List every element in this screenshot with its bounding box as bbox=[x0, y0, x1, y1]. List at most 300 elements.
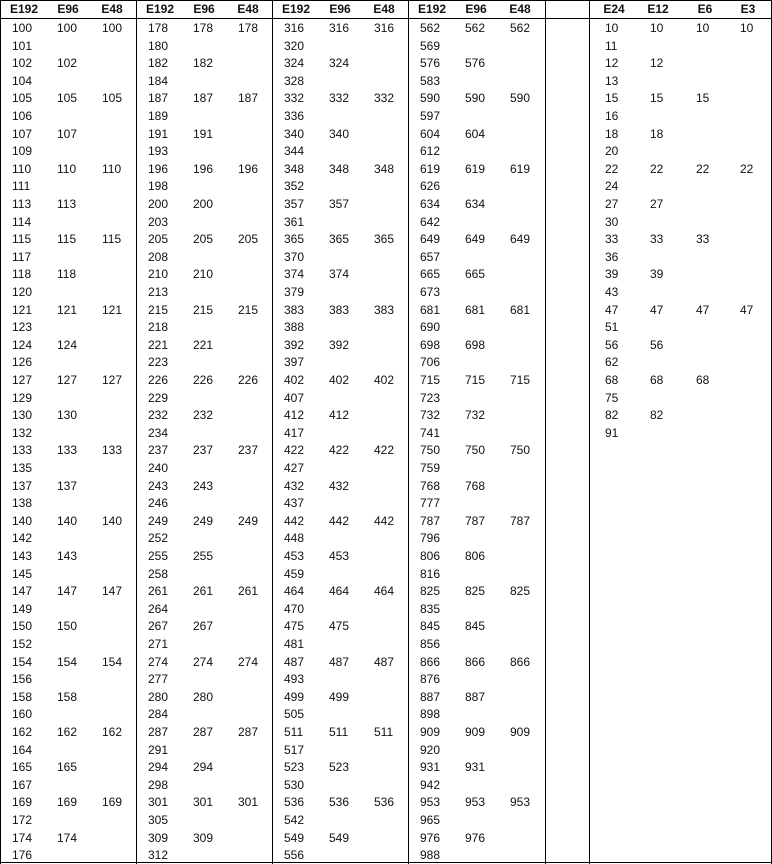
table-cell: 796 bbox=[420, 531, 441, 546]
column-header: E192 bbox=[281, 2, 311, 16]
table-cell: 47 bbox=[696, 302, 710, 317]
table-cell: 226 bbox=[238, 373, 259, 387]
table-cell: 459 bbox=[284, 566, 305, 581]
table-cell: 312 bbox=[148, 848, 169, 863]
table-cell: 91 bbox=[605, 425, 619, 440]
table-cell: 127 bbox=[12, 373, 33, 387]
table-cell: 464 bbox=[374, 584, 395, 599]
table-cell: 182 bbox=[193, 56, 214, 71]
table-cell: 336 bbox=[284, 109, 305, 123]
table-cell: 332 bbox=[374, 91, 395, 106]
table-cell: 562 bbox=[420, 21, 441, 35]
table-cell: 27 bbox=[650, 197, 664, 211]
table-cell: 511 bbox=[374, 725, 394, 739]
table-cell: 39 bbox=[650, 267, 664, 282]
table-cell: 226 bbox=[193, 373, 214, 387]
table-cell: 137 bbox=[12, 478, 33, 493]
table-cell: 845 bbox=[465, 619, 486, 634]
table-cell: 124 bbox=[12, 337, 33, 352]
table-cell: 499 bbox=[329, 689, 350, 704]
table-cell: 147 bbox=[12, 584, 33, 599]
table-cell: 127 bbox=[102, 373, 123, 387]
table-cell: 147 bbox=[57, 584, 78, 599]
table-cell: 597 bbox=[420, 109, 441, 123]
table-cell: 505 bbox=[284, 707, 305, 722]
table-cell: 154 bbox=[12, 654, 33, 669]
table-cell: 530 bbox=[284, 777, 305, 792]
table-cell: 422 bbox=[284, 443, 305, 458]
table-cell: 210 bbox=[193, 267, 214, 282]
table-top-border bbox=[0, 0, 772, 1]
table-cell: 866 bbox=[465, 654, 486, 669]
table-cell: 264 bbox=[148, 601, 169, 616]
column-header: E6 bbox=[697, 2, 713, 16]
table-cell: 715 bbox=[420, 373, 441, 387]
table-cell: 976 bbox=[465, 830, 486, 845]
table-cell: 147 bbox=[102, 584, 123, 599]
table-cell: 442 bbox=[329, 513, 350, 528]
table-cell: 232 bbox=[193, 408, 214, 423]
table-cell: 196 bbox=[238, 161, 259, 176]
table-cell: 681 bbox=[420, 302, 441, 317]
table-cell: 768 bbox=[420, 478, 441, 493]
table-cell: 191 bbox=[148, 126, 169, 141]
table-cell: 698 bbox=[465, 337, 486, 352]
table-cell: 942 bbox=[420, 777, 441, 792]
table-cell: 226 bbox=[148, 373, 169, 387]
table-cell: 517 bbox=[284, 742, 305, 757]
table-cell: 234 bbox=[148, 425, 169, 440]
table-cell: 332 bbox=[284, 91, 305, 106]
table-cell: 114 bbox=[12, 214, 32, 229]
table-cell: 164 bbox=[12, 742, 33, 757]
table-cell: 569 bbox=[420, 38, 441, 53]
table-cell: 62 bbox=[605, 355, 619, 370]
table-cell: 340 bbox=[329, 126, 350, 141]
table-cell: 47 bbox=[605, 302, 619, 317]
table-cell: 104 bbox=[12, 73, 33, 88]
table-cell: 876 bbox=[420, 672, 441, 687]
table-cell: 10 bbox=[696, 21, 710, 35]
table-cell: 149 bbox=[12, 601, 33, 616]
table-cell: 412 bbox=[329, 408, 350, 423]
table-cell: 232 bbox=[148, 408, 169, 423]
table-cell: 909 bbox=[420, 725, 441, 739]
table-cell: 51 bbox=[605, 320, 619, 335]
table-cell: 383 bbox=[374, 302, 395, 317]
table-cell: 487 bbox=[329, 654, 350, 669]
table-cell: 33 bbox=[650, 232, 664, 247]
table-cell: 102 bbox=[57, 56, 78, 71]
table-cell: 107 bbox=[57, 126, 78, 141]
table-cell: 10 bbox=[605, 21, 619, 35]
table-cell: 816 bbox=[420, 566, 441, 581]
table-cell: 825 bbox=[420, 584, 441, 599]
table-cell: 154 bbox=[102, 654, 123, 669]
table-cell: 866 bbox=[510, 654, 531, 669]
table-cell: 12 bbox=[605, 56, 619, 71]
table-cell: 681 bbox=[465, 302, 486, 317]
table-cell: 361 bbox=[284, 214, 305, 229]
table-cell: 158 bbox=[57, 689, 78, 704]
table-cell: 22 bbox=[696, 161, 710, 176]
table-cell: 348 bbox=[374, 161, 395, 176]
table-cell: 750 bbox=[510, 443, 531, 458]
table-cell: 274 bbox=[238, 654, 259, 669]
table-cell: 196 bbox=[193, 161, 214, 176]
table-cell: 105 bbox=[57, 91, 78, 106]
table-cell: 200 bbox=[148, 197, 169, 211]
column-header: E12 bbox=[647, 2, 669, 16]
table-cell: 887 bbox=[420, 689, 441, 704]
table-cell: 374 bbox=[284, 267, 305, 282]
table-cell: 205 bbox=[238, 232, 259, 247]
table-cell: 511 bbox=[329, 725, 349, 739]
table-cell: 316 bbox=[329, 21, 350, 35]
table-cell: 193 bbox=[148, 144, 169, 159]
table-cell: 154 bbox=[57, 654, 78, 669]
table-cell: 909 bbox=[465, 725, 486, 739]
table-cell: 255 bbox=[148, 549, 169, 563]
table-cell: 33 bbox=[696, 232, 710, 247]
table-cell: 475 bbox=[329, 619, 350, 634]
table-cell: 698 bbox=[420, 337, 441, 352]
table-cell: 741 bbox=[420, 425, 441, 440]
column-group-divider bbox=[0, 0, 1, 864]
table-cell: 140 bbox=[57, 513, 78, 528]
table-cell: 590 bbox=[465, 91, 486, 106]
table-cell: 634 bbox=[420, 197, 441, 211]
table-cell: 110 bbox=[12, 161, 32, 176]
table-cell: 172 bbox=[12, 813, 33, 827]
table-cell: 187 bbox=[238, 91, 259, 106]
table-cell: 309 bbox=[193, 830, 214, 845]
table-cell: 47 bbox=[740, 302, 754, 317]
table-cell: 280 bbox=[193, 689, 214, 704]
table-cell: 174 bbox=[12, 830, 33, 845]
table-cell: 590 bbox=[510, 91, 531, 106]
table-cell: 422 bbox=[329, 443, 350, 458]
table-cell: 137 bbox=[57, 478, 78, 493]
table-cell: 690 bbox=[420, 320, 441, 335]
table-cell: 383 bbox=[284, 302, 305, 317]
table-cell: 15 bbox=[696, 91, 710, 106]
table-cell: 953 bbox=[420, 795, 441, 810]
table-cell: 723 bbox=[420, 390, 441, 405]
table-cell: 237 bbox=[193, 443, 214, 458]
table-cell: 365 bbox=[374, 232, 395, 247]
table-cell: 715 bbox=[510, 373, 531, 387]
table-cell: 178 bbox=[193, 21, 214, 35]
table-cell: 407 bbox=[284, 390, 305, 405]
table-cell: 953 bbox=[465, 795, 486, 810]
table-cell: 649 bbox=[465, 232, 486, 247]
table-cell: 243 bbox=[193, 478, 214, 493]
table-cell: 953 bbox=[510, 795, 531, 810]
table-cell: 383 bbox=[329, 302, 350, 317]
table-cell: 417 bbox=[284, 425, 305, 440]
table-cell: 320 bbox=[284, 38, 305, 53]
table-cell: 464 bbox=[329, 584, 350, 599]
table-cell: 187 bbox=[148, 91, 169, 106]
table-cell: 145 bbox=[12, 566, 33, 581]
table-cell: 169 bbox=[12, 795, 33, 810]
table-cell: 123 bbox=[12, 320, 33, 335]
header-divider bbox=[0, 18, 772, 19]
table-cell: 665 bbox=[465, 267, 486, 282]
table-cell: 642 bbox=[420, 214, 441, 229]
table-cell: 481 bbox=[284, 637, 305, 651]
table-cell: 328 bbox=[284, 73, 305, 88]
table-cell: 866 bbox=[420, 654, 441, 669]
table-cell: 787 bbox=[420, 513, 441, 528]
table-cell: 402 bbox=[329, 373, 350, 387]
table-cell: 392 bbox=[329, 337, 350, 352]
table-cell: 11 bbox=[605, 38, 618, 53]
table-cell: 619 bbox=[420, 161, 441, 176]
table-cell: 102 bbox=[12, 56, 33, 71]
table-cell: 68 bbox=[650, 373, 664, 387]
table-cell: 135 bbox=[12, 461, 33, 475]
table-cell: 229 bbox=[148, 390, 169, 405]
table-cell: 825 bbox=[465, 584, 486, 599]
table-cell: 10 bbox=[740, 21, 754, 35]
table-cell: 18 bbox=[605, 126, 619, 141]
table-cell: 221 bbox=[148, 337, 169, 352]
table-cell: 160 bbox=[12, 707, 33, 722]
table-cell: 470 bbox=[284, 601, 305, 616]
table-cell: 673 bbox=[420, 285, 441, 299]
column-header: E48 bbox=[509, 2, 531, 16]
table-cell: 249 bbox=[148, 513, 169, 528]
column-header: E192 bbox=[417, 2, 447, 16]
table-cell: 174 bbox=[57, 830, 78, 845]
table-cell: 274 bbox=[148, 654, 169, 669]
table-cell: 142 bbox=[12, 531, 33, 546]
table-cell: 118 bbox=[57, 267, 77, 282]
table-cell: 357 bbox=[329, 197, 350, 211]
table-cell: 344 bbox=[284, 144, 305, 159]
table-cell: 113 bbox=[57, 197, 77, 211]
table-cell: 255 bbox=[193, 549, 214, 563]
table-cell: 352 bbox=[284, 179, 305, 194]
table-cell: 493 bbox=[284, 672, 305, 687]
table-cell: 106 bbox=[12, 109, 33, 123]
table-cell: 140 bbox=[12, 513, 33, 528]
table-cell: 120 bbox=[12, 285, 33, 299]
table-cell: 208 bbox=[148, 249, 169, 264]
table-cell: 681 bbox=[510, 302, 531, 317]
table-cell: 68 bbox=[696, 373, 710, 387]
table-cell: 101 bbox=[12, 38, 33, 53]
table-cell: 129 bbox=[12, 390, 33, 405]
table-cell: 402 bbox=[374, 373, 395, 387]
table-cell: 110 bbox=[102, 161, 122, 176]
table-cell: 100 bbox=[12, 21, 33, 35]
table-cell: 261 bbox=[193, 584, 214, 599]
table-cell: 138 bbox=[12, 496, 33, 511]
table-cell: 124 bbox=[57, 337, 78, 352]
table-cell: 511 bbox=[284, 725, 304, 739]
table-cell: 562 bbox=[510, 21, 531, 35]
table-cell: 22 bbox=[740, 161, 754, 176]
table-cell: 388 bbox=[284, 320, 305, 335]
table-cell: 365 bbox=[329, 232, 350, 247]
table-cell: 280 bbox=[148, 689, 169, 704]
table-cell: 332 bbox=[329, 91, 350, 106]
table-cell: 223 bbox=[148, 355, 169, 370]
table-cell: 657 bbox=[420, 249, 441, 264]
column-header: E96 bbox=[193, 2, 215, 16]
table-cell: 316 bbox=[374, 21, 395, 35]
table-cell: 976 bbox=[420, 830, 441, 845]
table-cell: 787 bbox=[465, 513, 486, 528]
table-cell: 15 bbox=[650, 91, 664, 106]
table-cell: 56 bbox=[605, 337, 619, 352]
table-cell: 152 bbox=[12, 637, 33, 651]
table-cell: 213 bbox=[148, 285, 169, 299]
table-cell: 100 bbox=[102, 21, 123, 35]
table-cell: 301 bbox=[148, 795, 169, 810]
table-cell: 562 bbox=[465, 21, 486, 35]
table-cell: 178 bbox=[238, 21, 259, 35]
table-cell: 16 bbox=[605, 109, 619, 123]
table-cell: 397 bbox=[284, 355, 305, 370]
table-cell: 82 bbox=[605, 408, 619, 423]
table-cell: 768 bbox=[465, 478, 486, 493]
column-header: E192 bbox=[9, 2, 39, 16]
table-cell: 324 bbox=[329, 56, 350, 71]
table-cell: 448 bbox=[284, 531, 305, 546]
table-cell: 536 bbox=[374, 795, 395, 810]
table-cell: 294 bbox=[193, 760, 214, 775]
table-cell: 909 bbox=[510, 725, 531, 739]
table-cell: 205 bbox=[148, 232, 169, 247]
table-cell: 750 bbox=[465, 443, 486, 458]
column-header: E48 bbox=[101, 2, 123, 16]
table-cell: 30 bbox=[605, 214, 619, 229]
table-cell: 806 bbox=[420, 549, 441, 563]
table-cell: 267 bbox=[148, 619, 169, 634]
table-cell: 549 bbox=[284, 830, 305, 845]
table-cell: 22 bbox=[650, 161, 664, 176]
table-cell: 178 bbox=[148, 21, 169, 35]
table-cell: 75 bbox=[605, 390, 619, 405]
table-cell: 191 bbox=[193, 126, 214, 141]
table-cell: 105 bbox=[12, 91, 33, 106]
table-cell: 759 bbox=[420, 461, 441, 475]
column-header: E3 bbox=[740, 2, 756, 16]
table-cell: 115 bbox=[57, 232, 77, 247]
table-cell: 536 bbox=[329, 795, 350, 810]
table-cell: 215 bbox=[193, 302, 214, 317]
table-cell: 487 bbox=[284, 654, 305, 669]
table-cell: 105 bbox=[102, 91, 123, 106]
table-cell: 113 bbox=[12, 197, 32, 211]
table-cell: 150 bbox=[12, 619, 33, 634]
table-cell: 294 bbox=[148, 760, 169, 775]
table-cell: 117 bbox=[12, 249, 32, 264]
table-cell: 437 bbox=[284, 496, 305, 511]
table-cell: 634 bbox=[465, 197, 486, 211]
table-cell: 126 bbox=[12, 355, 33, 370]
table-cell: 536 bbox=[284, 795, 305, 810]
table-cell: 56 bbox=[650, 337, 664, 352]
table-cell: 18 bbox=[650, 126, 664, 141]
table-cell: 301 bbox=[238, 795, 259, 810]
table-cell: 931 bbox=[420, 760, 441, 775]
table-cell: 392 bbox=[284, 337, 305, 352]
table-cell: 243 bbox=[148, 478, 169, 493]
table-cell: 140 bbox=[102, 513, 123, 528]
table-cell: 237 bbox=[148, 443, 169, 458]
column-header: E24 bbox=[603, 2, 625, 16]
table-cell: 523 bbox=[329, 760, 350, 775]
table-cell: 100 bbox=[57, 21, 78, 35]
table-cell: 626 bbox=[420, 179, 441, 194]
table-cell: 118 bbox=[12, 267, 32, 282]
table-cell: 215 bbox=[238, 302, 259, 317]
table-cell: 549 bbox=[329, 830, 350, 845]
table-cell: 267 bbox=[193, 619, 214, 634]
table-cell: 453 bbox=[284, 549, 305, 563]
table-cell: 258 bbox=[148, 566, 169, 581]
table-cell: 348 bbox=[329, 161, 350, 176]
table-cell: 931 bbox=[465, 760, 486, 775]
table-cell: 143 bbox=[57, 549, 78, 563]
table-cell: 432 bbox=[329, 478, 350, 493]
table-cell: 205 bbox=[193, 232, 214, 247]
table-cell: 287 bbox=[193, 725, 214, 739]
table-bottom-border bbox=[0, 862, 772, 863]
column-group-divider bbox=[545, 0, 546, 864]
table-cell: 787 bbox=[510, 513, 531, 528]
table-cell: 150 bbox=[57, 619, 78, 634]
table-cell: 475 bbox=[284, 619, 305, 634]
table-cell: 732 bbox=[465, 408, 486, 423]
table-cell: 121 bbox=[57, 302, 78, 317]
table-cell: 143 bbox=[12, 549, 33, 563]
table-cell: 210 bbox=[148, 267, 169, 282]
table-cell: 422 bbox=[374, 443, 395, 458]
table-cell: 287 bbox=[238, 725, 259, 739]
table-cell: 115 bbox=[102, 232, 122, 247]
table-cell: 583 bbox=[420, 73, 441, 88]
table-cell: 442 bbox=[374, 513, 395, 528]
table-cell: 187 bbox=[193, 91, 214, 106]
table-cell: 246 bbox=[148, 496, 169, 511]
table-cell: 162 bbox=[57, 725, 78, 739]
table-cell: 133 bbox=[57, 443, 78, 458]
column-header: E96 bbox=[329, 2, 351, 16]
table-cell: 218 bbox=[148, 320, 169, 335]
table-cell: 127 bbox=[57, 373, 78, 387]
table-cell: 200 bbox=[193, 197, 214, 211]
table-cell: 240 bbox=[148, 461, 169, 475]
table-cell: 287 bbox=[148, 725, 169, 739]
table-cell: 732 bbox=[420, 408, 441, 423]
table-cell: 365 bbox=[284, 232, 305, 247]
table-cell: 39 bbox=[605, 267, 619, 282]
table-cell: 402 bbox=[284, 373, 305, 387]
table-cell: 604 bbox=[420, 126, 441, 141]
table-cell: 15 bbox=[605, 91, 619, 106]
table-cell: 167 bbox=[12, 777, 33, 792]
table-cell: 576 bbox=[420, 56, 441, 71]
column-header: E192 bbox=[145, 2, 175, 16]
table-cell: 619 bbox=[465, 161, 486, 176]
table-cell: 121 bbox=[102, 302, 123, 317]
